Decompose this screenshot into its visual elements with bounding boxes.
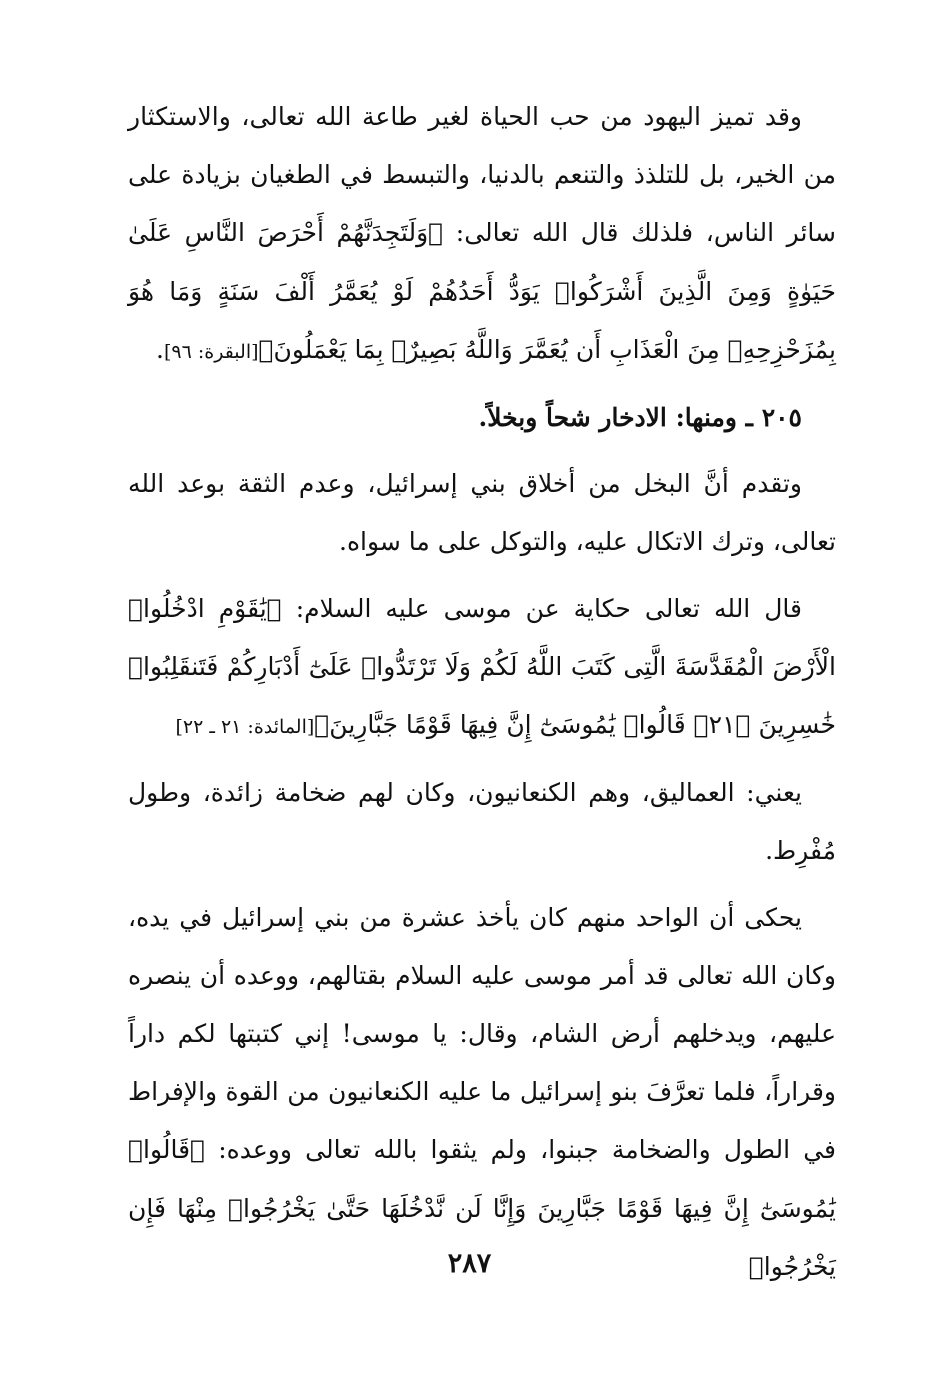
verse-reference: [المائدة: ٢١ ـ ٢٢] — [175, 716, 315, 739]
quran-verse: ﴿يَٰقَوْمِ ادْخُلُوا۟ الْأَرْضَ الْمُقَدَّسَةَ الَّتِى كَتَبَ اللَّهُ لَكُمْ وَلَا تَرْتَدُّوا۟ عَلَىٰٓ أَدْبَارِكُمْ فَتَنقَلِبُوا۟ خَٰسِرِينَ ﴿٢١﴾ قَالُوا۟ يَٰمُوسَىٰٓ إِنَّ فِيهَا قَوْمًا جَبَّارِينَ﴾ — [128, 593, 836, 740]
paragraph-end: . — [156, 334, 164, 364]
quran-verse: ﴿قَالُوا۟ يَٰمُوسَىٰٓ إِنَّ فِيهَا قَوْمًا جَبَّارِينَ وَإِنَّا لَن نَّدْخُلَهَا حَتَّىٰ يَخْرُجُوا۟ مِنْهَا فَإِن يَخْرُجُوا۟ — [128, 1135, 836, 1281]
paragraph-jews-love-of-life — [128, 88, 836, 381]
verse-reference: [البقرة: ٩٦] — [163, 340, 259, 363]
page-number: ٢٨٧ — [447, 1248, 492, 1279]
quran-verse: ﴿وَلَتَجِدَنَّهُمْ أَحْرَصَ النَّاسِ عَلَىٰ حَيَوٰةٍ وَمِنَ الَّذِينَ أَشْرَكُوا۟ يَوَدُّ أَحَدُهُمْ لَوْ يُعَمَّرُ أَلْفَ سَنَةٍ وَمَا هُوَ بِمُزَحْزِحِهِۦ مِنَ الْعَذَابِ أَن يُعَمَّرَ وَاللَّهُ بَصِيرٌۢ بِمَا يَعْمَلُونَ﴾ — [128, 218, 836, 364]
paragraph-text: يحكى أن الواحد منهم كان يأخذ عشرة من بني إسرائيل في يده، وكان الله تعالى قد أمر موسى عليه السلام بقتالهم، ووعده أن ينصره عليهم، ويدخلهم أرض الشام، وقال: يا موسى! إني كتبتها لكم داراً وقراراً، فلما تعرَّفَ بنو إسرائيل ما عليه الكنعانيون من القوة والإفراط في الطول والضخامة جبنوا، ولم يثقوا بالله تعالى ووعده: — [128, 902, 836, 1165]
paragraph-text: قال الله تعالى حكاية عن موسى عليه السلام: — [281, 593, 802, 623]
paragraph-canaanites — [128, 889, 836, 1296]
section-heading: ٢٠٥ ـ ومنها: الادخار شحاً وبخلاً. — [478, 403, 802, 433]
paragraph-stinginess: وتقدم أنَّ البخل من أخلاق بني إسرائيل، وعدم الثقة بوعد الله تعالى، وترك الاتكال عليه، والتوكل على ما سواه. — [128, 469, 836, 557]
paragraph-text: وقد تميز اليهود من حب الحياة لغير طاعة الله تعالى، والاستكثار من الخير، بل للتلذذ والتنعم بالدنيا، والتبسط في الطغيان بزيادة على سائر الناس، فلذلك قال الله تعالى: — [128, 102, 836, 248]
paragraph-amalekites: يعني: العماليق، وهم الكنعانيون، وكان لهم ضخامة زائدة، وطول مُفْرِط. — [128, 778, 836, 866]
paragraph-moses-story — [128, 580, 836, 757]
